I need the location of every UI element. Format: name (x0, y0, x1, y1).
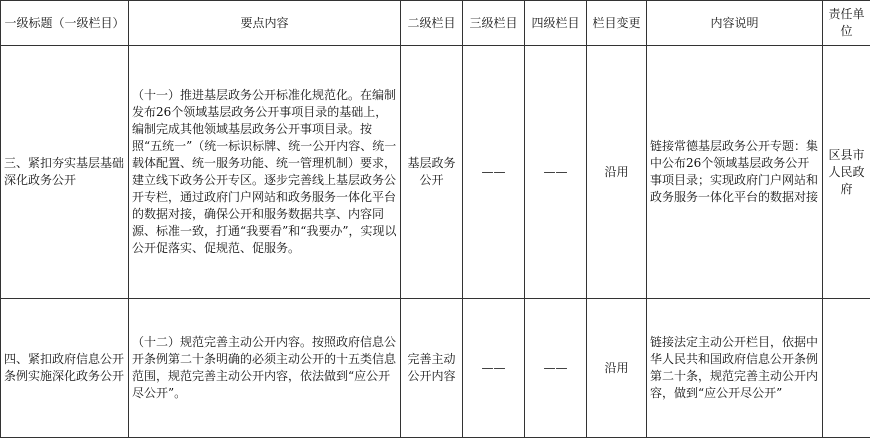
content-cell: （十二）规范完善主动公开内容。按照政府信息公开条例第二十条明确的必须主动公开的十五类信息范围，规范完善主动公开内容，依法做到“应公开尽公开”。 (129, 299, 401, 438)
level3-cell: —— (463, 46, 525, 299)
level3-cell: —— (463, 299, 525, 438)
level1-cell: 四、紧扣政府信息公开条例实施深化政务公开 (1, 299, 129, 438)
header-level2: 二级栏目 (401, 1, 463, 46)
content-cell: （十一）推进基层政务公开标准化规范化。在编制发布26个领域基层政务公开事项目录的基础上，编制完成其他领域基层政务公开事项目录。按照“五统一”（统一标识标牌、统一公开内容、统一载体配置、统一服务功能、统一管理机制）要求，建立线下政务公开专区。逐步完善线上基层政务公开专栏，通过政府门户网站和政务服务一体化平台的数据对接，确保公开和服务数据共享、内容同源、标准一致，打通“我要看”和“我要办”，实现以公开促落实、促规范、促服务。 (129, 46, 401, 299)
header-unit: 责任单位 (823, 1, 870, 46)
change-cell: 沿用 (587, 46, 647, 299)
level2-cell: 基层政务公开 (401, 46, 463, 299)
header-change: 栏目变更 (587, 1, 647, 46)
header-level4: 四级栏目 (525, 1, 587, 46)
level2-cell: 完善主动公开内容 (401, 299, 463, 438)
change-cell: 沿用 (587, 299, 647, 438)
desc-cell: 链接法定主动公开栏目，依据中华人民共和国政府信息公开条例第二十条，规范完善主动公开内容，做到“应公开尽公开” (647, 299, 823, 438)
header-row (1, 1, 870, 46)
table-row (1, 46, 870, 299)
header-desc: 内容说明 (647, 1, 823, 46)
header-content: 要点内容 (129, 1, 401, 46)
header-level3: 三级栏目 (463, 1, 525, 46)
level4-cell: —— (525, 46, 587, 299)
desc-cell: 链接常德基层政务公开专题：集中公布26个领域基层政务公开事项目录；实现政府门户网站和政务服务一体化平台的数据对接 (647, 46, 823, 299)
level1-cell: 三、紧扣夯实基层基础深化政务公开 (1, 46, 129, 299)
header-level1: 一级标题（一级栏目） (1, 1, 129, 46)
level4-cell: —— (525, 299, 587, 438)
unit-cell (823, 299, 870, 438)
table-row (1, 299, 870, 438)
unit-cell: 区县市人民政府 (823, 46, 870, 299)
